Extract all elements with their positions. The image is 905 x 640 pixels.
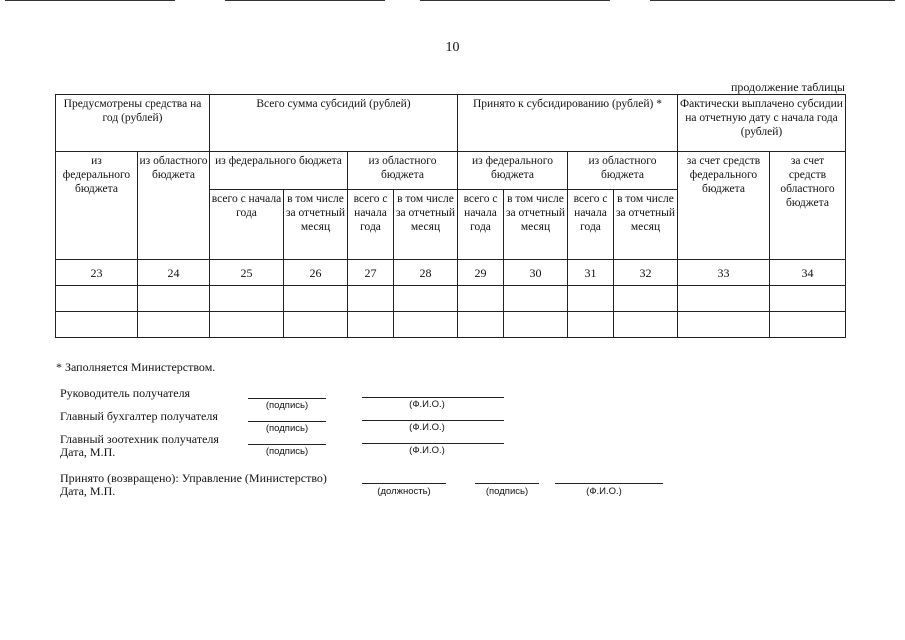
header-incl-reporting-month: в том числе за отчетный месяц: [394, 190, 458, 260]
column-number: 33: [678, 260, 770, 286]
header-from-regional: из областного бюджета: [138, 152, 210, 260]
name-line: [362, 397, 504, 398]
column-number: 30: [504, 260, 568, 286]
date-label-2: Дата, М.П.: [60, 484, 116, 498]
name-line: [362, 420, 504, 421]
column-number: 29: [458, 260, 504, 286]
signature-caption: (подпись): [265, 423, 309, 434]
header-fed-budget-2: из федерального бюджета: [458, 152, 568, 190]
column-number: 34: [770, 260, 846, 286]
table-cell: [458, 312, 504, 338]
table-cell: [348, 286, 394, 312]
column-number: 28: [394, 260, 458, 286]
zootech-label: Главный зоотехник получателя: [60, 432, 219, 446]
table-cell: [614, 286, 678, 312]
table-cell: [770, 286, 846, 312]
header-reg-budget: из областного бюджета: [348, 152, 458, 190]
scan-edge-rule: [420, 0, 610, 1]
signature-caption: (подпись): [265, 400, 309, 411]
name-line: [555, 483, 663, 484]
signature-line: [248, 398, 326, 399]
scan-edge-rule: [225, 0, 385, 1]
column-number-row: [56, 260, 846, 286]
header-at-expense-federal: за счет средств федерального бюджета: [678, 152, 770, 260]
signature-line: [248, 444, 326, 445]
header-incl-reporting-month: в том числе за отчетный месяц: [614, 190, 678, 260]
table-cell: [678, 286, 770, 312]
name-caption: (Ф.И.О.): [409, 399, 445, 410]
table-cell: [568, 286, 614, 312]
table-cell: [504, 312, 568, 338]
header-total-from-start: всего с начала года: [348, 190, 394, 260]
continuation-label: продолжение таблицы: [730, 80, 845, 94]
table-cell: [348, 312, 394, 338]
table-cell: [56, 312, 138, 338]
date-label: Дата, М.П.: [60, 445, 116, 459]
signature-caption: (подпись): [485, 486, 529, 497]
scan-edge-rule: [650, 0, 895, 1]
signature-line: [248, 421, 326, 422]
name-caption: (Ф.И.О.): [409, 422, 445, 433]
header-at-expense-regional: за счет средств областного бюджета: [770, 152, 846, 260]
column-number: 27: [348, 260, 394, 286]
header-total-from-start: всего с начала года: [458, 190, 504, 260]
column-number: 26: [284, 260, 348, 286]
header-from-federal: из федерального бюджета: [56, 152, 138, 260]
signature-caption: (подпись): [265, 446, 309, 457]
table-cell: [770, 312, 846, 338]
column-number: 23: [56, 260, 138, 286]
column-number: 32: [614, 260, 678, 286]
signature-line: [475, 483, 539, 484]
header-planned: Предусмотрены средства на год (рублей): [56, 95, 210, 152]
header-total-subsidies: Всего сумма субсидий (рублей): [210, 95, 458, 152]
header-accepted: Принято к субсидированию (рублей) *: [458, 95, 678, 152]
header-incl-reporting-month: в том числе за отчетный месяц: [284, 190, 348, 260]
table-cell: [568, 312, 614, 338]
table-cell: [458, 286, 504, 312]
table-cell: [284, 286, 348, 312]
table-cell: [210, 312, 284, 338]
header-total-from-start: всего с начала года: [568, 190, 614, 260]
table-cell: [284, 312, 348, 338]
table-cell: [138, 312, 210, 338]
subsidy-table: [55, 94, 846, 338]
column-number: 24: [138, 260, 210, 286]
footnote: * Заполняется Министерством.: [56, 360, 216, 374]
table-cell: [394, 286, 458, 312]
table-row: [56, 286, 846, 312]
table-cell: [394, 312, 458, 338]
name-line: [362, 443, 504, 444]
name-caption: (Ф.И.О.): [586, 486, 622, 497]
table-cell: [56, 286, 138, 312]
table-row: [56, 312, 846, 338]
header-reg-budget-2: из областного бюджета: [568, 152, 678, 190]
table-cell: [504, 286, 568, 312]
table-cell: [210, 286, 284, 312]
table-cell: [614, 312, 678, 338]
position-caption: (должность): [377, 486, 431, 497]
head-label: Руководитель получателя: [60, 386, 191, 400]
header-actually-paid: Фактически выплачено субсидии на отчетную дату с начала года (рублей): [678, 95, 846, 152]
accepted-label: Принято (возвращено): Управление (Министерство): [60, 471, 327, 485]
column-number: 25: [210, 260, 284, 286]
name-caption: (Ф.И.О.): [409, 445, 445, 456]
table-cell: [138, 286, 210, 312]
page-number: 10: [445, 40, 460, 55]
header-fed-budget: из федерального бюджета: [210, 152, 348, 190]
header-total-from-start: всего с начала года: [210, 190, 284, 260]
position-line: [362, 483, 446, 484]
scan-edge-rule: [5, 0, 175, 1]
table-cell: [678, 312, 770, 338]
column-number: 31: [568, 260, 614, 286]
header-incl-reporting-month: в том числе за отчетный месяц: [504, 190, 568, 260]
accountant-label: Главный бухгалтер получателя: [60, 409, 218, 423]
